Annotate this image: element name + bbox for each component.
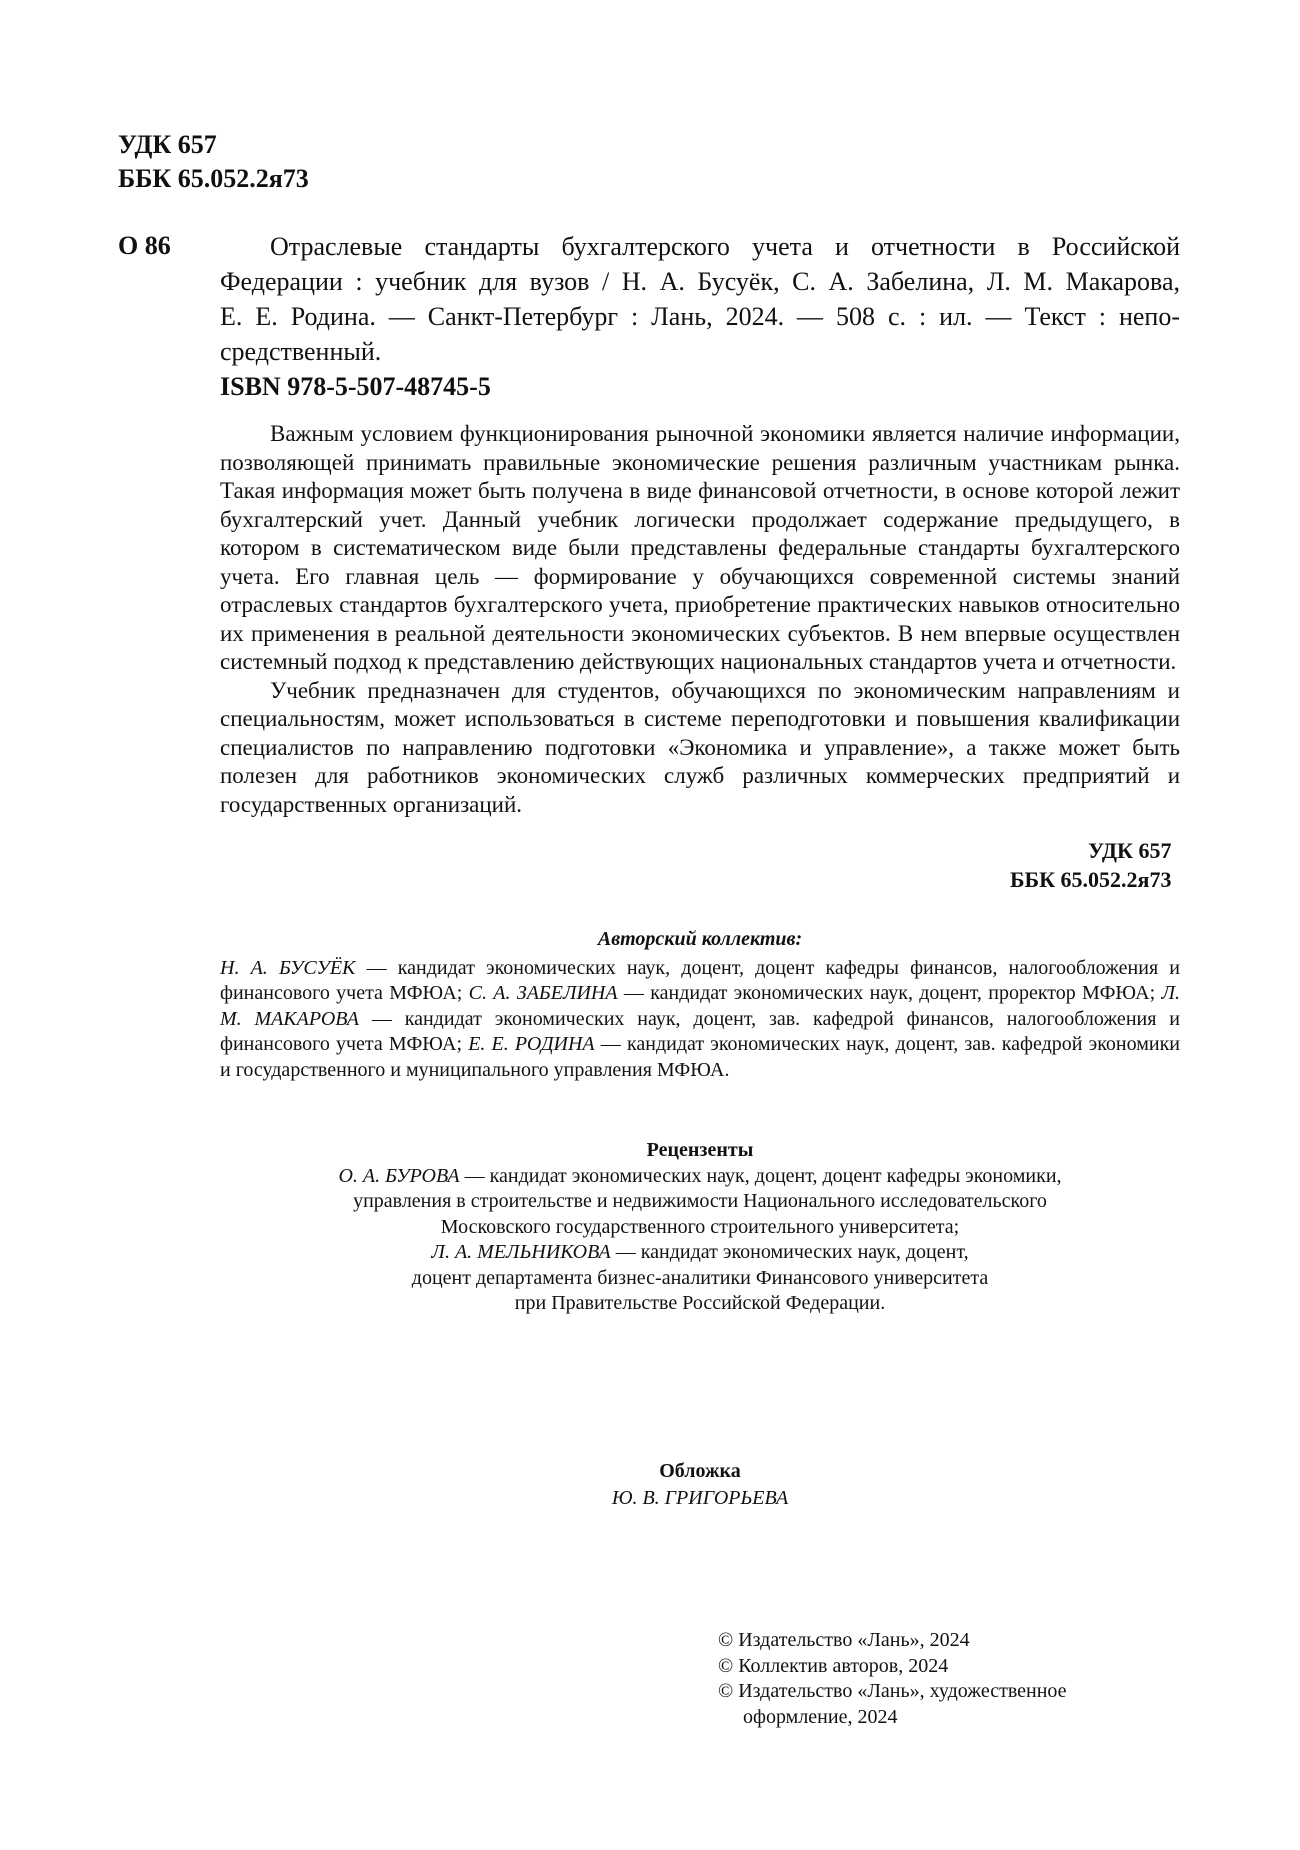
- reviewer-2-line-3: при Правительстве Российской Федерации.: [514, 1292, 886, 1314]
- copyright-line-continued: оформление, 2024: [743, 1705, 898, 1728]
- classification-repeat: [1010, 836, 1171, 894]
- biblio-line-4: средственный.: [220, 337, 382, 366]
- copyright-line: © Издательство «Лань», 2024: [718, 1629, 970, 1651]
- annotation-paragraph-1: Важным условием функционирования рыночной экономики является наличие информации, позволяющей принимать правильные экономические решения различным участникам рынка. Такая информация может быть получена в виде финансовой отчетности, в основе которой лежит бухгалтерский учет. Данный учебник логически продолжает содержание предыдущего, в котором в систематическом виде были представлены федеральные стандарты бухгалтерского учета. Его главная цель — формирование у обучающихся современной системы знаний отраслевых стандартов бухгалтерского учета, приобретение практических навыков относительно их применения в реальной деятельности экономических субъектов. В нем впервые осуществлен системный подход к представлению действующих национальных стандартов учета и отчетности.: [220, 421, 1180, 674]
- classification-block: [118, 128, 309, 196]
- bbk-code-repeat: ББК 65.052.2я73: [1010, 867, 1172, 892]
- biblio-line-2: Федерации : учебник для вузов / Н. А. Бусуёк, С. А. Забелина, Л. М. Макарова,: [220, 267, 1180, 296]
- biblio-line-1: [220, 229, 1180, 264]
- reviewers-heading: Рецензенты: [646, 1139, 754, 1161]
- indent-spacer: [220, 229, 270, 264]
- authors-list: [220, 956, 1180, 1084]
- authors-heading: Авторский коллектив:: [597, 928, 803, 950]
- udk-code-repeat: УДК 657: [1087, 838, 1172, 863]
- copyright-line: © Издательство «Лань», художественное: [718, 1680, 1067, 1702]
- reviewer-2-line-1: [220, 1240, 1180, 1266]
- biblio-line-3: Е. Е. Родина. — Санкт-Петербург : Лань, 2024. — 508 с. : ил. — Текст : непо-: [220, 302, 1180, 331]
- biblio-line-1-text: Отраслевые стандарты бухгалтерского учета и отчетности в Российской: [270, 232, 1180, 261]
- reviewer-description: — кандидат экономических наук, доцент,: [610, 1241, 969, 1263]
- annotation-paragraph-2: Учебник предназначен для студентов, обучающихся по экономическим направлениям и специальностям, может использоваться в системе переподготовки и повышения квалификации специалистов по направлению подготовки «Экономика и управление», а также может быть полезен для работников экономических служб различных коммерческих предприятий и государственных организаций.: [220, 677, 1180, 817]
- cover-designer: Ю. В. ГРИГОРЬЕВА: [611, 1487, 789, 1509]
- author-description: — кандидат экономических наук, доцент, зав. кафедрой экономики и государственного и муниципального управления МФЮА.: [220, 1033, 1181, 1081]
- reviewer-2-line-2: доцент департамента бизнес-аналитики Финансового университета: [411, 1266, 989, 1289]
- reviewer-name: О. А. БУРОВА: [338, 1164, 460, 1187]
- copyright-line: © Коллектив авторов, 2024: [718, 1654, 949, 1677]
- author-description: — кандидат экономических наук, доцент, зав. кафедрой финансов, налогообложения и финансового учета МФЮА;: [220, 1007, 1180, 1055]
- author-description: — кандидат экономических наук, доцент, доцент кафедры финансов, налогообложения и финансового учета МФЮА;: [220, 956, 1180, 1004]
- reviewers-section: [220, 1138, 1180, 1317]
- author-name: Н. А. БУСУЁК: [220, 956, 356, 979]
- annotation: [220, 420, 1180, 819]
- cover-section: [220, 1458, 1180, 1512]
- reviewer-name: Л. А. МЕЛЬНИКОВА: [431, 1241, 611, 1263]
- copyright-block: [718, 1628, 1067, 1730]
- authors-section: [220, 927, 1180, 1083]
- author-name: Е. Е. РОДИНА: [468, 1033, 595, 1055]
- bibliographic-record: [220, 229, 1180, 369]
- udk-code: УДК 657: [118, 130, 217, 159]
- reviewer-1-line-3: Московского государственного строительного университета;: [440, 1215, 960, 1238]
- author-sign: О 86: [118, 231, 171, 260]
- author-name: Л. М. МАКАРОВА: [220, 982, 1181, 1030]
- author-name: С. А. ЗАБЕЛИНА: [468, 982, 618, 1004]
- author-description: — кандидат экономических наук, доцент, проректор МФЮА;: [617, 982, 1162, 1004]
- reviewer-description: — кандидат экономических наук, доцент, доцент кафедры экономики,: [459, 1164, 1062, 1187]
- isbn: ISBN 978-5-507-48745-5: [220, 372, 491, 401]
- reviewer-1-line-1: [220, 1164, 1180, 1190]
- bbk-code: ББК 65.052.2я73: [118, 164, 309, 193]
- cover-heading: Обложка: [659, 1460, 741, 1482]
- reviewer-1-line-2: управления в строительстве и недвижимости Национального исследовательского: [353, 1190, 1047, 1212]
